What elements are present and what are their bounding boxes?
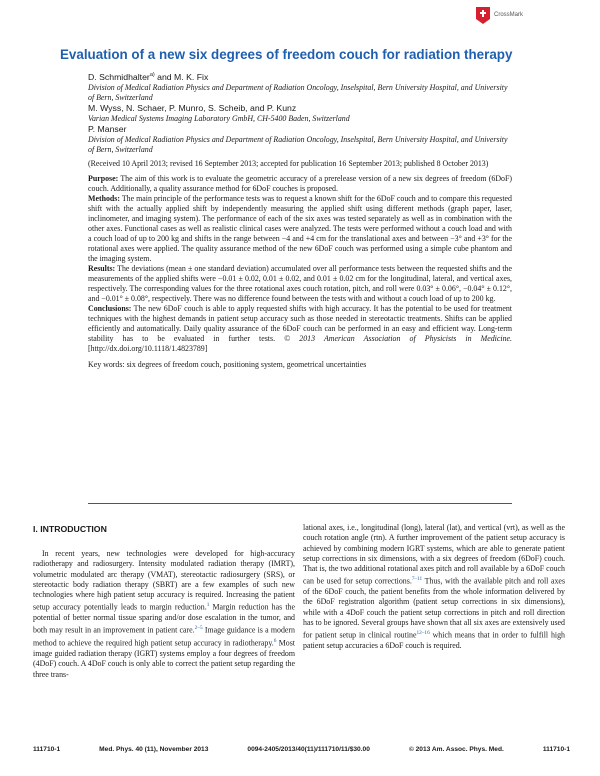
copyright-notice: © 2013 American Association of Physicists in Medicine. (284, 333, 512, 343)
crossmark-badge[interactable] (474, 4, 594, 26)
crossmark-label: CrossMark (494, 11, 524, 18)
divider (88, 503, 512, 504)
intro-right-column: lational axes, i.e., longitudinal (long), lateral (lat), and vertical (vrt), as well as the couch rotation angle (rtn). A further improvement of the patient setup accuracy is achieved by combining modern IGRT systems, which are able to generate patient setup corrections in six dimensions, with a six degrees of freedom (6DoF) couch. That is, the two additional rotational axes pitch and roll available by a 6DoF couch can be used for setup corrections.$^{7-11}$ Thus, with the available pitch and roll axes of the 6DoF couch, the patient benefits from the whole information delivered by the 6DoF registration algorithm (patient setup corrections in six dimensions), while with a 4DoF couch the patient setup corrections in pitch and roll direction has to be ignored. Several groups have shown that all six axes are extensively used for patient setup in clinical routine$^{12-16}$ which means that in order to fulfill high patient setup accuracies a 6DoF couch is required. (303, 523, 566, 650)
abstract (88, 174, 512, 354)
citation-link[interactable]: 2–5 (194, 625, 203, 632)
crossmark-icon (474, 5, 492, 25)
doi-link[interactable]: [http://dx.doi.org/10.1118/1.4823789] (88, 343, 208, 353)
author-affiliation: Division of Medical Radiation Physics and Department of Radiation Oncology, Inselspital, Bern University Hospital, and University of Bern, Switzerland (88, 82, 508, 102)
footer-journal: Med. Phys. 40 (11), November 2013 (99, 746, 209, 753)
author-affiliation: Varian Medical Systems Imaging Laboratory GmbH, CH-5400 Baden, Switzerland (88, 113, 350, 123)
author-group-1 (88, 70, 512, 103)
abstract-conclusions: Conclusions: The new 6DoF couch is able to apply requested shifts with high accuracy. It has the potential to be used for treatment techniques with the highest demands in patient setup accuracy such as those needed in stereotactic treatments. Shifts can be applied efficiently and automatically. Daily quality assurance of the 6DoF couch can be performed in an easy and efficient way. Long-term stability has to be evaluated in further tests. © 2013 American Association of Physicists in Medicine. [http://dx.doi.org/10.1118/1.4823789] (88, 303, 512, 353)
keywords: Key words: six degrees of freedom couch, positioning system, geometrical uncertainties (88, 359, 367, 369)
author-names: D. Schmidhalter$^{a)}$ and M. K. Fix (88, 71, 209, 82)
intro-left-column: In recent years, new technologies were developed for high-accuracy radiotherapy and radiosurgery. Intensity modulated radiation therapy (IMRT), volumetric modulated arc therapy (VMAT), stereotactic radiosurgery (SRS), or stereotactic body radiation therapy (SBRT) are a few examples of such new technologies where high patient setup accuracy is required. Increasing the patient setup accuracy potentially leads to margin reduction.$^1$ Margin reduction has the potential of better normal tissue sparing and/or dose escalation in the tumor, and both may result in an improvement in patient care.$^{2-5}$ Image guidance is a modern method to achieve the required high patient setup accuracy in radiotherapy.$^6$ Most image guided radiation therapy (IGRT) systems employ a four degrees of freedom (4DoF) couch. A 4DoF couch is only able to correct the patient setup regarding the three trans- (33, 549, 295, 679)
footer-code: 0094-2405/2013/40(11)/111710/11/$30.00 (247, 746, 370, 753)
author-group-2 (88, 103, 512, 124)
citation-link[interactable]: 12–16 (416, 630, 430, 637)
citation-link[interactable]: 6 (273, 638, 277, 645)
footer-copyright: © 2013 Am. Assoc. Phys. Med. (408, 746, 504, 753)
author-group-3 (88, 124, 512, 155)
author-affiliation: Division of Medical Radiation Physics and Department of Radiation Oncology, Inselspital, Bern University Hospital, and University of Bern, Switzerland (88, 134, 508, 154)
citation-link[interactable]: 7–11 (411, 576, 423, 583)
abstract-methods: Methods: The main principle of the performance tests was to request a known shift for the 6DoF couch and to compare this requested shift with the actually applied shift by independently measuring the applied shift using different methods (graph paper, laser, inclinometer, and imaging system). The performance of each of the six axes was tested separately as well as in combination with the other axes. Functional cases as well as realistic clinical cases were analyzed. The tests were performed without a couch load and with a couch load of up to 200 kg and shifts in the range between −4 and +4 cm for the translational axes and between −3° and +3° for the rotational axes were applied. The quality assurance method of the new 6DoF couch was performed using a simple cube phantom and the imaging system. (88, 193, 512, 263)
footer-page-left: 111710-1 (33, 746, 61, 753)
page-footer (33, 746, 570, 753)
citation-link[interactable]: 1 (206, 602, 210, 609)
abstract-results: Results: The deviations (mean ± one standard deviation) accumulated over all performance tests between the requested shifts and the measurements of the applied shifts were −0.01 ± 0.02, 0.01 ± 0.02, and 0.01 ± 0.02 cm for the longitudinal, lateral, and vertical axes, respectively. The corresponding values for the three rotational axes couch rotation, pitch, and roll were 0.03° ± 0.06°, −0.04° ± 0.12°, and −0.01° ± 0.08°, respectively. There was no difference found between the tests with and without a couch load of up to 200 kg. (88, 263, 512, 303)
paper-title: Evaluation of a new six degrees of freedom couch for radiation therapy (60, 47, 513, 62)
front-matter (88, 70, 512, 370)
section-heading-introduction: I. INTRODUCTION (33, 524, 107, 534)
abstract-purpose: Purpose: The aim of this work is to evaluate the geometric accuracy of a prerelease version of a new six degrees of freedom (6DoF) couch. Additionally, a quality assurance method for 6DoF couches is proposed. (88, 173, 512, 193)
author-names: M. Wyss, N. Schaer, P. Munro, S. Scheib, and P. Kunz (88, 102, 297, 113)
author-names: P. Manser (88, 123, 127, 134)
history-dates: (Received 10 April 2013; revised 16 September 2013; accepted for publication 16 September 2013; published 8 October 2013) (88, 158, 489, 168)
footer-page-right: 111710-1 (542, 746, 570, 753)
